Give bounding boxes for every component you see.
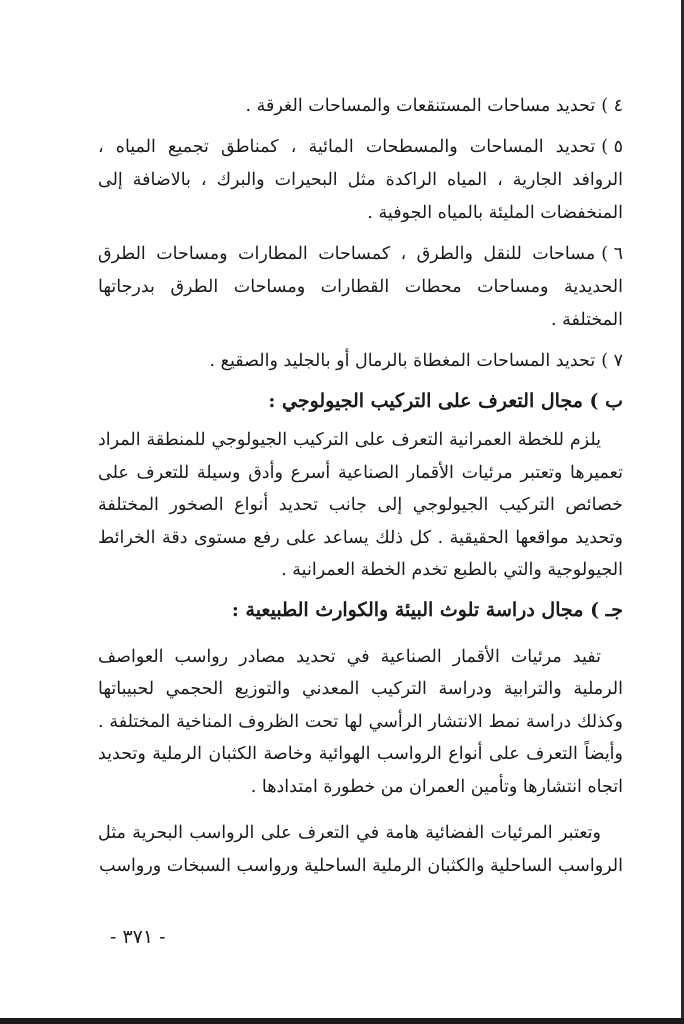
list-number: ٥ )	[601, 137, 623, 157]
section-b-heading: ب ) مجال التعرف على التركيب الجيولوجي :	[268, 390, 623, 412]
list-item	[98, 345, 623, 378]
list-text: تحديد المساحات المغطاة بالرمال أو بالجليد والصقيع .	[209, 351, 596, 371]
section-b-paragraph: يلزم للخطة العمرانية التعرف على التركيب الجيولوجي للمنطقة المراد تعميرها وتعتبر مرئيات الأقمار الصناعية أسرع وأدق وسيلة للتعرف على خصائص التركيب الجيولوجي إلى جانب تحديد أنواع الصخور المختلفة وتحديد مواقعها الحقيقية . كل ذلك يساعد على رفع مستوى دقة الخرائط الجيولوجية والتي بالطبع تخدم الخطة العمرانية .	[98, 430, 623, 580]
list-text: تحديد مساحات المستنقعات والمساحات الغرقة .	[245, 96, 596, 116]
section-c-paragraph-1: تفيد مرئيات الأقمار الصناعية في تحديد مصادر رواسب العواصف الرملية والترابية ودراسة التركيب المعدني والتوزيع الحجمي لحبيباتها وكذلك دراسة نمط الانتشار الرأسي لها تحت الظروف المناخية المختلفة . وأيضاً التعرف على أنواع الرواسب الهوائية وخاصة الكثبان الرملية وتحديد اتجاه انتشارها وتأمين العمران من خطورة امتدادها .	[98, 646, 623, 797]
list-item	[98, 90, 623, 123]
list-item	[98, 238, 623, 337]
list-number: ٦ )	[601, 244, 623, 264]
page-number: - ٣٧١ -	[110, 926, 166, 948]
list-item	[98, 131, 623, 230]
list-number: ٤ )	[601, 96, 623, 116]
list-number: ٧ )	[601, 351, 623, 371]
section-c-heading: جـ ) مجال دراسة تلوث البيئة والكوارث الطبيعية :	[231, 598, 623, 621]
page-body	[98, 90, 623, 882]
list-text: مساحات للنقل والطرق ، كمساحات المطارات ومساحات الطرق الحديدية ومساحات محطات القطارات ومساحات الطرق بدرجاتها المختلفة .	[98, 244, 623, 330]
page-edge-bottom	[0, 1018, 684, 1024]
section-c-paragraph-2: وتعتبر المرئيات الفضائية هامة في التعرف على الرواسب البحرية مثل الرواسب الساحلية والكثبان الرملية الساحلية ورواسب السبخات ورواسب	[98, 823, 623, 876]
list-text: تحديد المساحات والمسطحات المائية ، كمناطق تجميع المياه ، الروافد الجارية ، المياه الراكدة مثل البحيرات والبرك ، بالاضافة إلى المنخفضات المليئة بالمياه الجوفية .	[98, 137, 623, 223]
